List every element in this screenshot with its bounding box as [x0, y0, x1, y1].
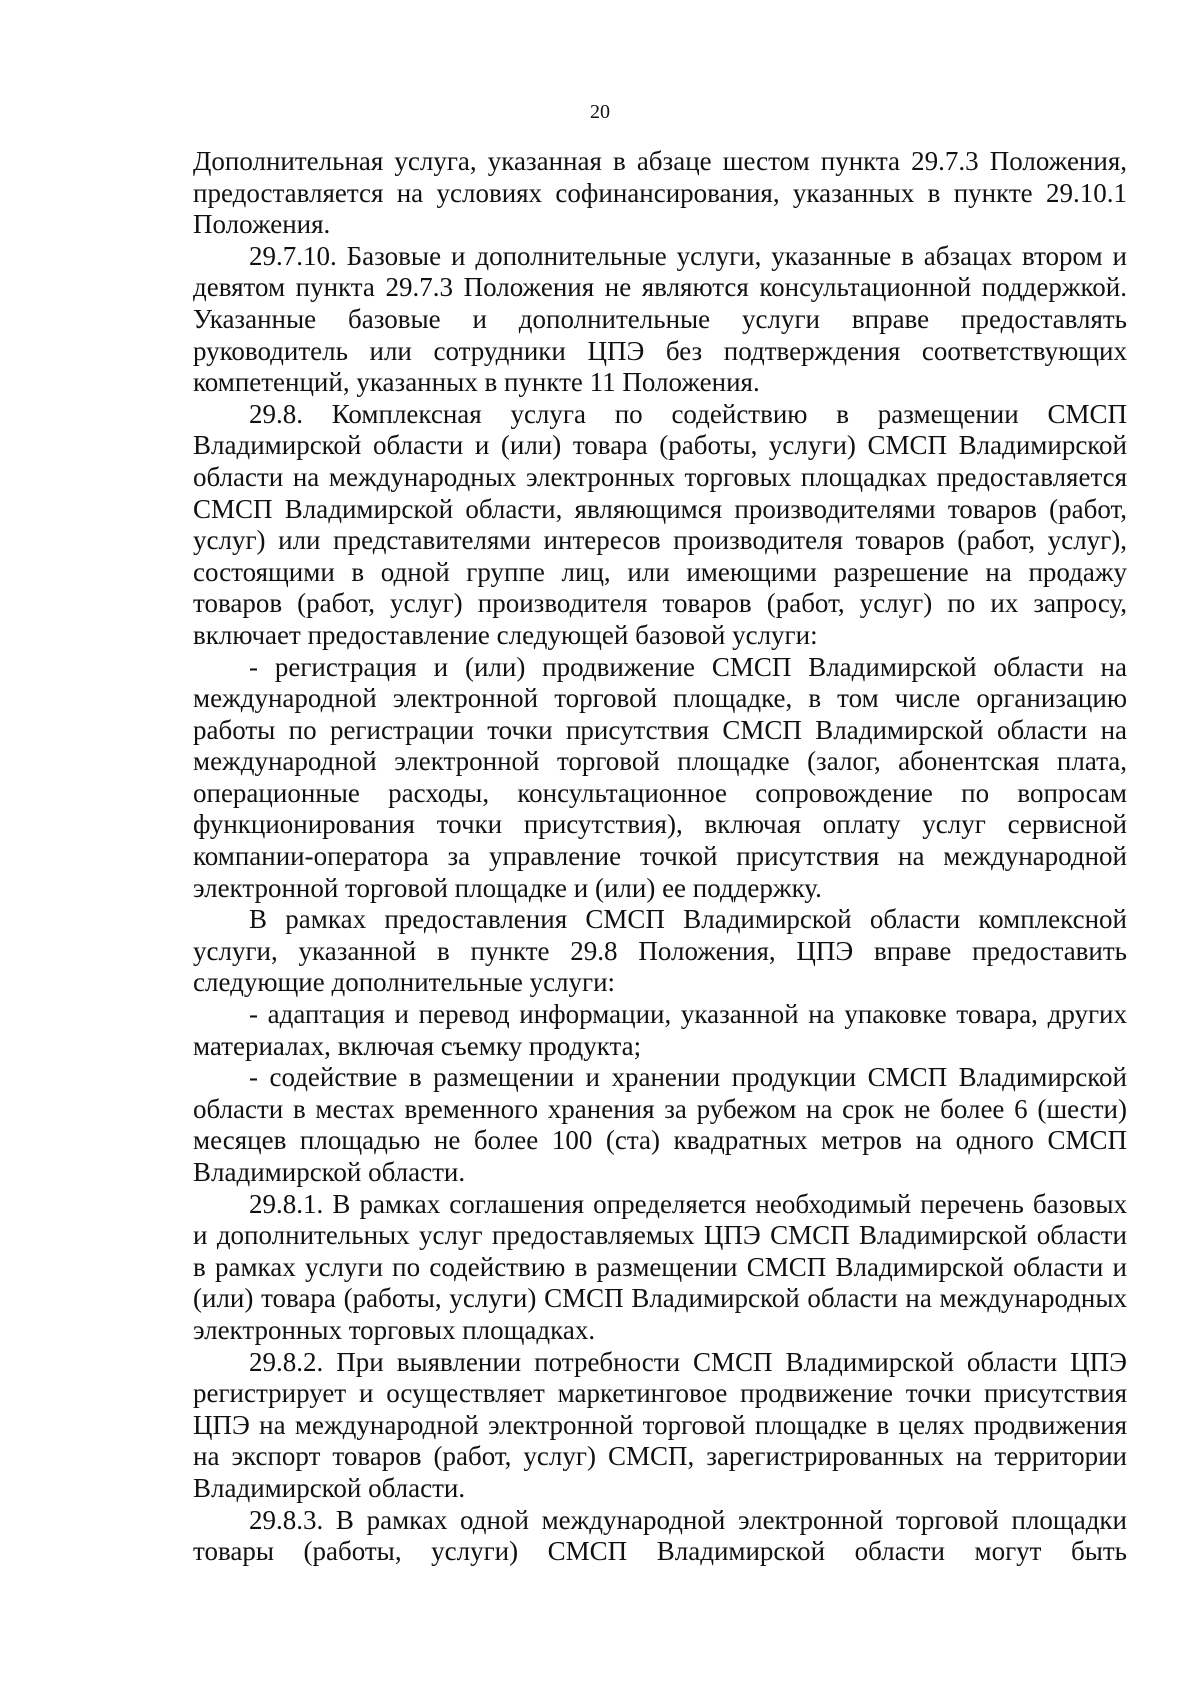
- paragraph-29-8-3: 29.8.3. В рамках одной международной электронной торговой площадки товары (работы, услуги) СМСП Владимирской области могут быть: [193, 1504, 1127, 1567]
- paragraph-29-8: 29.8. Комплексная услуга по содействию в размещении СМСП Владимирской области и (или) товара (работы, услуги) СМСП Владимирской области на международных электронных торговых площадках предоставляется СМСП Владимирской области, являющимся производителями товаров (работ, услуг) или представителями интересов производителя товаров (работ, услуг), состоящими в одной группе лиц, или имеющими разрешение на продажу товаров (работ, услуг) производителя товаров (работ, услуг) по их запросу, включает предоставление следующей базовой услуги:: [193, 398, 1127, 650]
- paragraph-additional-services-intro: В рамках предоставления СМСП Владимирской области комплексной услуги, указанной в пункте 29.8 Положения, ЦПЭ вправе предоставить следующие дополнительные услуги:: [193, 904, 1127, 998]
- document-body: [193, 146, 1127, 1568]
- paragraph-29-8-2: 29.8.2. При выявлении потребности СМСП Владимирской области ЦПЭ регистрирует и осуществляет маркетинговое продвижение точки присутствия ЦПЭ на международной электронной торговой площадке в целях продвижения на экспорт товаров (работ, услуг) СМСП, зарегистрированных на территории Владимирской области.: [193, 1346, 1127, 1503]
- page-number: 20: [590, 101, 610, 123]
- paragraph-29-7-10: 29.7.10. Базовые и дополнительные услуги, указанные в абзацах втором и девятом пункта 29.7.3 Положения не являются консультационной поддержкой. Указанные базовые и дополнительные услуги вправе предоставлять руководитель или сотрудники ЦПЭ без подтверждения соответствующих компетенций, указанных в пункте 11 Положения.: [193, 240, 1127, 398]
- paragraph-29-8-1: 29.8.1. В рамках соглашения определяется необходимый перечень базовых и дополнительных услуг предоставляемых ЦПЭ СМСП Владимирской области в рамках услуги по содействию в размещении СМСП Владимирской области и (или) товара (работы, услуги) СМСП Владимирской области на международных электронных торговых площадках.: [193, 1188, 1127, 1345]
- paragraph-additional-service-storage: - содействие в размещении и хранении продукции СМСП Владимирской области в местах временного хранения за рубежом на срок не более 6 (шести) месяцев площадью не более 100 (ста) квадратных метров на одного СМСП Владимирской области.: [193, 1062, 1127, 1187]
- paragraph-additional-service-translation: - адаптация и перевод информации, указанной на упаковке товара, других материалах, включая съемку продукта;: [193, 999, 1127, 1061]
- paragraph-additional-service-cofinancing: Дополнительная услуга, указанная в абзаце шестом пункта 29.7.3 Положения, предоставляется на условиях софинансирования, указанных в пункте 29.10.1 Положения.: [193, 146, 1127, 240]
- paragraph-basic-service-registration: - регистрация и (или) продвижение СМСП Владимирской области на международной электронной торговой площадке, в том числе организацию работы по регистрации точки присутствия СМСП Владимирской области на международной электронной торговой площадке (залог, абонентская плата, операционные расходы, консультационное сопровождение по вопросам функционирования точки присутствия), включая оплату услуг сервисной компании-оператора за управление точкой присутствия на международной электронной торговой площадке и (или) ее поддержку.: [193, 651, 1127, 903]
